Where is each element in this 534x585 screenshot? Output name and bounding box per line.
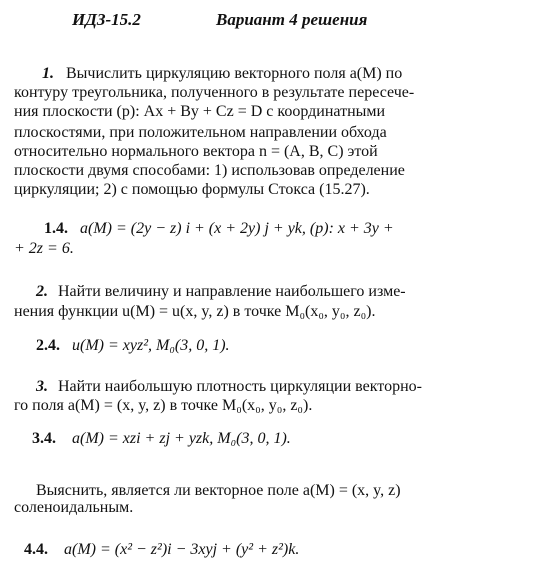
task2-line-2: нения функции u(M) = u(x, y, z) в точке M₀(x₀, y₀, z₀). [14,303,376,320]
item14-line-2: + 2z = 6. [14,240,74,257]
task1-line-6: плоскости двумя способами: 1) использовав определение [14,162,405,179]
task2-number: 2. [36,283,48,300]
task3-number: 3. [36,378,48,395]
task1-line-1: Вычислить циркуляцию векторного поля a(M) по [66,65,403,82]
task4-line-2: соленоидальным. [14,499,134,516]
task1-line-7: циркуляции; 2) с помощью формулы Стокса (15.27). [14,181,370,198]
task3-line-1: Найти наибольшую плотность циркуляции векторно- [58,378,422,395]
task1-line-5: относительно нормального вектора n = (A, B, C) этой [14,143,378,160]
task1-line-2: контуру треугольника, полученного в результате пересече- [14,84,415,101]
header-right: Вариант 4 решения [216,10,368,29]
item24-number: 2.4. [36,337,60,354]
item34-text: a(M) = xzi + zj + yzk, M₀(3, 0, 1). [72,430,291,447]
item24-text: u(M) = xyz², M₀(3, 0, 1). [72,337,230,354]
task4-line-1: Выяснить, является ли векторное поле a(M) = (x, y, z) [36,482,401,499]
task2-line-1: Найти величину и направление наибольшего изме- [58,283,406,300]
task1-number: 1. [42,65,54,82]
item14-line-1: a(M) = (2y − z) i + (x + 2y) j + yk, (p): x + 3y + [80,220,394,237]
item14-number: 1.4. [44,220,68,237]
task1-line-3: ния плоскости (p): Ax + By + Cz = D с координатными [14,103,386,120]
task1-line-4: плоскостями, при положительном направлении обхода [14,124,387,141]
item34-number: 3.4. [32,430,56,447]
item44-text: a(M) = (x² − z²)i − 3xyj + (y² + z²)k. [64,541,300,558]
header-left: ИДЗ-15.2 [72,10,141,29]
task3-line-2: го поля a(M) = (x, y, z) в точке M₀(x₀, y₀, z₀). [14,397,313,414]
item44-number: 4.4. [24,541,48,558]
